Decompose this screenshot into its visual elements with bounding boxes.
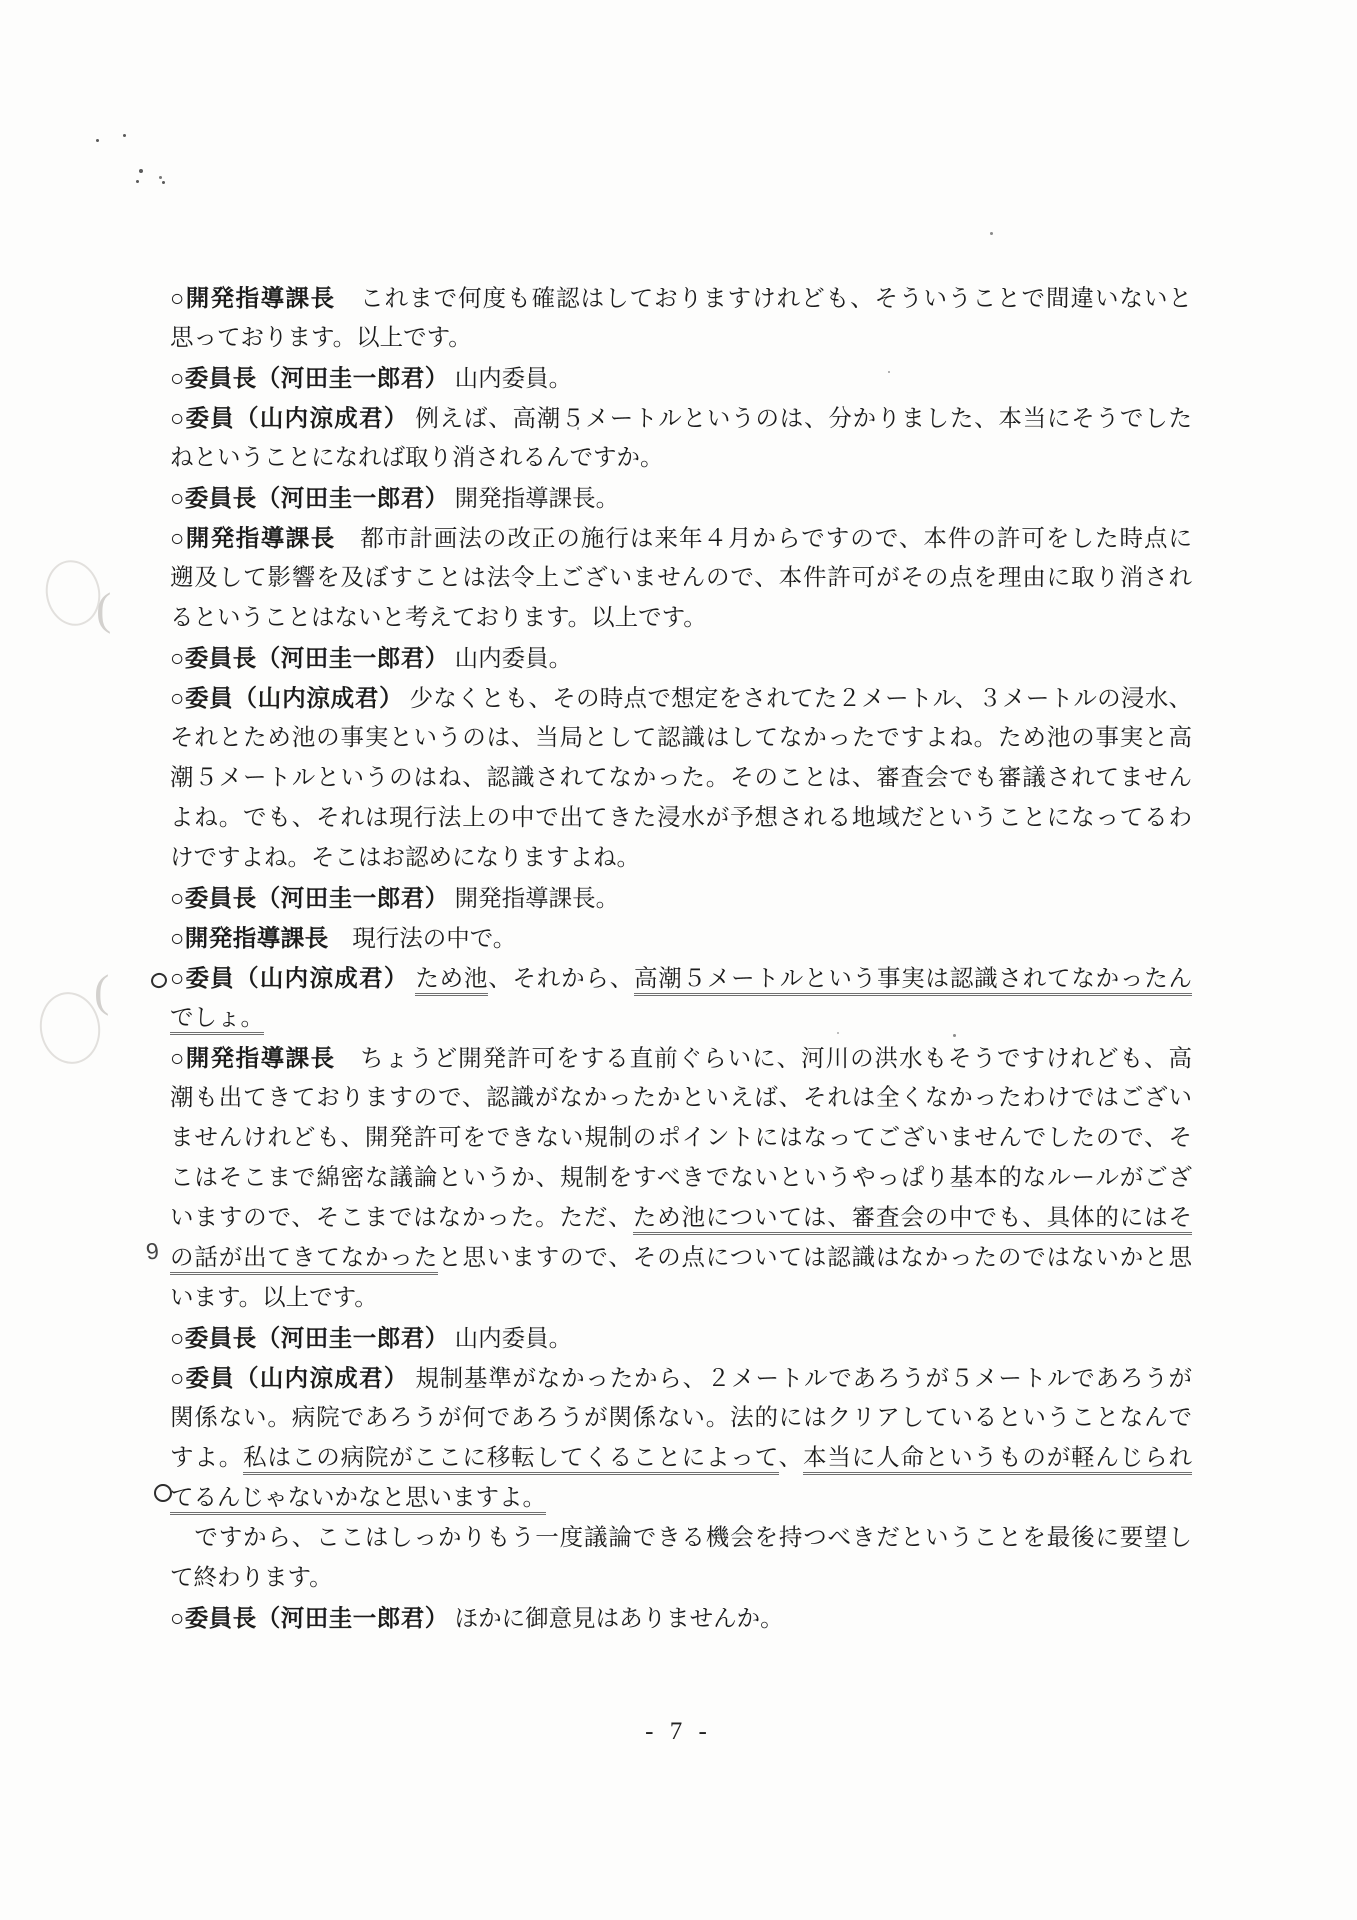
transcript-line — [170, 638, 1192, 678]
transcript-line — [170, 878, 1192, 918]
pencil-dot — [159, 176, 162, 179]
body-text: 山内委員。 — [448, 1326, 573, 1352]
body-text: ほかに御意見はありませんか。 — [448, 1606, 784, 1632]
speaker-label: ○委員（山内涼成君） — [170, 405, 409, 431]
transcript-line — [170, 478, 1192, 518]
body-text: 潮も出てきておりますので、認識がなかったかといえば、それは全くなかったわけではござい — [170, 1085, 1192, 1111]
pencil-dot — [162, 181, 165, 184]
speaker-label: ○開発指導課長 — [170, 925, 329, 951]
transcript-line — [170, 998, 1192, 1038]
body-text: こはそこまで綿密な議論というか、規制をすべきでないというやっぱり基本的なルールがござ — [170, 1165, 1192, 1191]
speaker-label: ○開発指導課長 — [170, 525, 336, 551]
speaker-label: ○委員（山内涼成君） — [170, 1365, 409, 1391]
transcript-line — [170, 1318, 1192, 1358]
pencil-dot — [139, 169, 143, 173]
body-text: 遡及して影響を及ぼすことは法令上ございませんので、本件許可がその点を理由に取り消され — [170, 565, 1192, 591]
body-text: 関係ない。病院であろうが何であろうが関係ない。法的にはクリアしているということなんで — [170, 1405, 1192, 1431]
body-text: これまで何度も確認はしておりますけれども、そういうことで間違いないと — [335, 286, 1193, 312]
transcript-line — [170, 1438, 1192, 1478]
transcript-line — [170, 1118, 1192, 1158]
body-text: 現行法の中で。 — [328, 926, 517, 952]
handwritten-paren-mark: ( — [96, 583, 112, 634]
speaker-label: ○委員長（河田圭一郎君） — [170, 1605, 449, 1631]
transcript-line — [170, 758, 1192, 798]
body-text: ねということになれば取り消されるんですか。 — [170, 445, 664, 471]
transcript-line — [170, 318, 1192, 358]
transcript-line — [170, 1238, 1192, 1278]
speaker-label: ○開発指導課長 — [170, 1045, 336, 1071]
transcript-line — [170, 438, 1192, 478]
transcript-line — [170, 1078, 1192, 1118]
body-text: て終わります。 — [170, 1565, 333, 1591]
transcript-line — [170, 1358, 1192, 1398]
transcript — [170, 278, 1192, 1638]
handwritten-paren-mark: ( — [94, 965, 110, 1016]
transcript-line — [170, 1398, 1192, 1438]
pencil-dot — [123, 134, 126, 137]
body-text: 都市計画法の改正の施行は来年４月からですので、本件の許可をした時点に — [335, 526, 1192, 552]
speaker-label: ○委員長（河田圭一郎君） — [170, 645, 449, 671]
transcript-line — [170, 1518, 1192, 1558]
body-text: ちょうど開発許可をする直前ぐらいに、河川の洪水もそうですけれども、高 — [335, 1046, 1193, 1072]
body-text: 、 — [778, 1445, 804, 1471]
transcript-line — [170, 398, 1192, 438]
body-text: 少なくとも、その時点で想定をされてた２メートル、３メートルの浸水、 — [403, 686, 1192, 712]
transcript-line — [170, 1198, 1192, 1238]
transcript-line — [170, 958, 1192, 998]
speaker-label: ○委員長（河田圭一郎君） — [170, 485, 449, 511]
transcript-line — [170, 358, 1192, 398]
transcript-line — [170, 1558, 1192, 1598]
pencil-dot — [96, 139, 99, 142]
transcript-line — [170, 558, 1192, 598]
transcript-line — [170, 518, 1192, 558]
body-text: けですよね。そこはお認めになりますよね。 — [170, 845, 640, 871]
body-text: と思いますので、その点については認識はなかったのではないかと思 — [438, 1245, 1193, 1271]
body-text: 思っております。以上です。 — [170, 325, 472, 351]
body-text: ですから、ここはしっかりもう一度議論できる機会を持つべきだということを最後に要望し — [170, 1525, 1192, 1551]
transcript-line — [170, 798, 1192, 838]
underlined-text: 本当に人命というものが軽んじられ — [803, 1445, 1192, 1475]
underlined-text: 私はこの病院がここに移転してくることによって — [243, 1445, 779, 1475]
body-text: 例えば、高潮５メートルというのは、分かりました、本当にそうでした — [408, 406, 1192, 432]
body-text: るということはないと考えております。以上です。 — [170, 605, 707, 631]
body-text: 山内委員。 — [448, 366, 573, 392]
underlined-text: の話が出てきてなかった — [170, 1245, 438, 1275]
body-text: ませんけれども、開発許可をできない規制のポイントにはなってございませんでしたので、そ — [170, 1125, 1192, 1151]
pencil-dot — [136, 180, 139, 183]
speaker-label: ○委員（山内涼成君） — [170, 685, 404, 711]
body-text: すよ。 — [170, 1445, 244, 1471]
underlined-text: ため池 — [415, 966, 488, 996]
transcript-line — [170, 598, 1192, 638]
body-text: 開発指導課長。 — [448, 886, 620, 912]
body-text: 開発指導課長。 — [448, 486, 620, 512]
body-text: います。以上です。 — [170, 1285, 378, 1311]
body-text: 規制基準がなかったから、２メートルであろうが５メートルであろうが — [408, 1366, 1192, 1392]
speaker-label: ○委員長（河田圭一郎君） — [170, 1325, 449, 1351]
scan-speck — [990, 232, 993, 235]
transcript-line — [170, 1158, 1192, 1198]
transcript-line — [170, 838, 1192, 878]
body-text: 、それから、 — [488, 966, 634, 992]
speaker-label: ○委員長（河田圭一郎君） — [170, 365, 449, 391]
handwritten-circle-mark — [149, 971, 169, 990]
body-text: いますので、そこまではなかった。ただ、 — [170, 1205, 633, 1231]
transcript-line — [170, 1598, 1192, 1638]
transcript-line — [170, 918, 1192, 958]
speaker-label: ○開発指導課長 — [170, 285, 336, 311]
page-number: - 7 - — [645, 1718, 712, 1745]
transcript-line — [170, 1478, 1192, 1518]
underlined-text: ため池については、審査会の中でも、具体的にはそ — [633, 1205, 1192, 1235]
handwritten-margin-note: 9 — [144, 1237, 161, 1265]
underlined-text: てるんじゃないかなと思いますよ。 — [170, 1485, 546, 1515]
speaker-label: ○委員（山内涼成君） — [170, 965, 409, 991]
speaker-label: ○委員長（河田圭一郎君） — [170, 885, 449, 911]
body-text: よね。でも、それは現行法上の中で出てきた浸水が予想される地域だということになってるわ — [170, 805, 1192, 831]
body-text: それとため池の事実というのは、当局として認識はしてなかったですよね。ため池の事実と高 — [170, 725, 1192, 751]
transcript-line — [170, 678, 1192, 718]
transcript-line — [170, 1278, 1192, 1318]
transcript-line — [170, 278, 1192, 318]
underlined-text: でしょ。 — [170, 1005, 264, 1035]
transcript-line — [170, 718, 1192, 758]
body-text: 山内委員。 — [448, 646, 573, 672]
body-text: 潮５メートルというのはね、認識されてなかった。そのことは、審査会でも審議されてません — [170, 765, 1192, 791]
transcript-line — [170, 1038, 1192, 1078]
underlined-text: 高潮５メートルという事実は認識されてなかったん — [634, 966, 1192, 996]
